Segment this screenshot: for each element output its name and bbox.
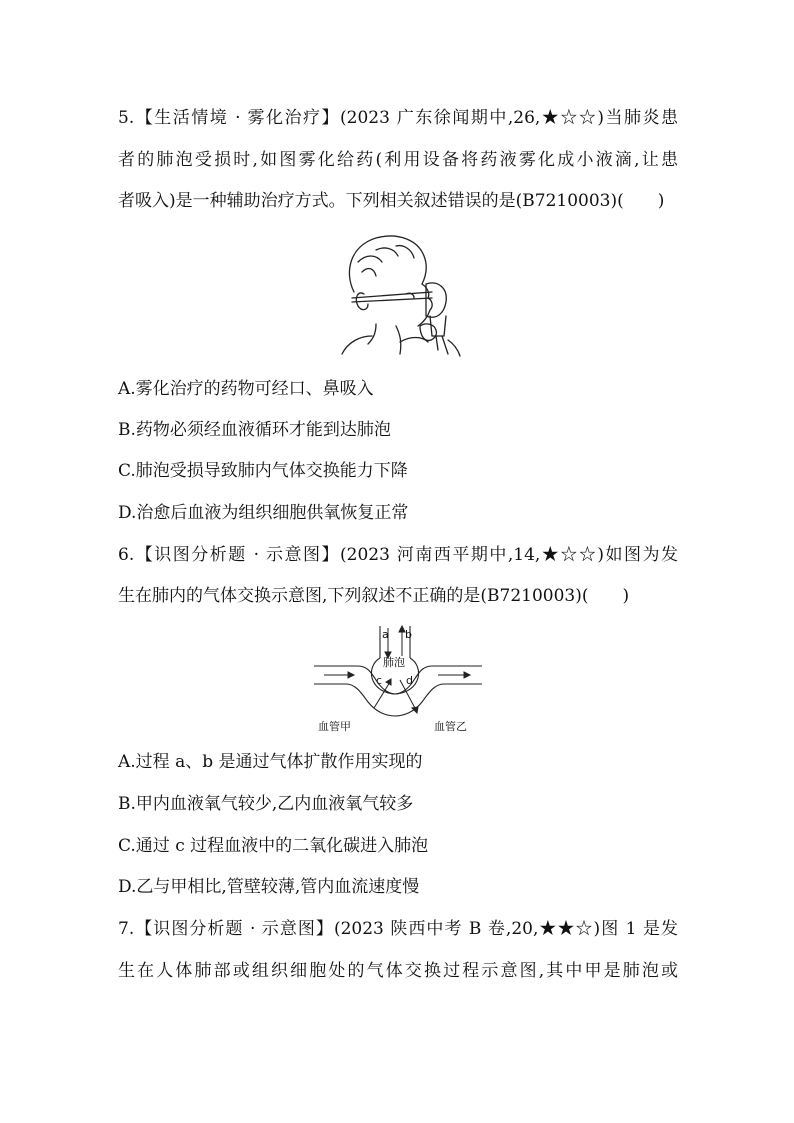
label-alveolus: 肺泡 [383, 656, 405, 669]
q5-option-a: A.雾化治疗的药物可经口、鼻吸入 [118, 379, 374, 399]
q6-option-c: C.通过 c 过程血液中的二氧化碳进入肺泡 [118, 836, 429, 856]
label-d: d [406, 674, 413, 687]
vessel-lower-wall [314, 684, 482, 716]
q5-option-d: D.治愈后血液为组织细胞供氧恢复正常 [118, 503, 409, 523]
q5-option-c: C.肺泡受损导致肺内气体交换能力下降 [118, 461, 408, 481]
q6-stem-line-1: 6.【识图分析题 · 示意图】(2023 河南西平期中,14,★☆☆)如图为发 [118, 545, 678, 565]
q7-stem-line-1: 7.【识图分析题 · 示意图】(2023 陕西中考 B 卷,20,★★☆)图 1 是发 [118, 919, 678, 939]
q7-stem-line-2: 生在人体肺部或组织细胞处的气体交换过程示意图,其中甲是肺泡或 [118, 961, 678, 981]
q6-option-d: D.乙与甲相比,管壁较薄,管内血流速度慢 [118, 877, 420, 897]
q6-stem-line-2: 生在肺内的气体交换示意图,下列叙述不正确的是(B7210003)( ) [118, 586, 630, 606]
alveolus-gas-exchange-diagram [310, 622, 490, 734]
q6-option-a: A.过程 a、b 是通过气体扩散作用实现的 [118, 752, 423, 772]
label-vessel-yi: 血管乙 [434, 720, 467, 733]
flow-arrow-right-head [464, 672, 470, 678]
label-a: a [382, 628, 389, 641]
q5-option-b: B.药物必须经血液循环才能到达肺泡 [118, 420, 391, 440]
label-b: b [405, 628, 412, 641]
vessel-upper-wall [314, 666, 482, 694]
q5-stem-line-2: 者的肺泡受损时,如图雾化给药(利用设备将药液雾化成小液滴,让患 [118, 150, 678, 170]
q5-stem-line-1: 5.【生活情境 · 雾化治疗】(2023 广东徐闻期中,26,★☆☆)当肺炎患 [118, 108, 678, 128]
label-vessel-jia: 血管甲 [318, 720, 351, 733]
label-c: c [376, 674, 383, 687]
q6-option-b: B.甲内血液氧气较少,乙内血液氧气较多 [118, 794, 414, 814]
q5-stem-line-3: 者吸入)是一种辅助治疗方式。下列相关叙述错误的是(B7210003)( ) [118, 191, 665, 211]
nebulizer-illustration [336, 232, 466, 358]
flow-arrow-left-head [348, 672, 354, 678]
